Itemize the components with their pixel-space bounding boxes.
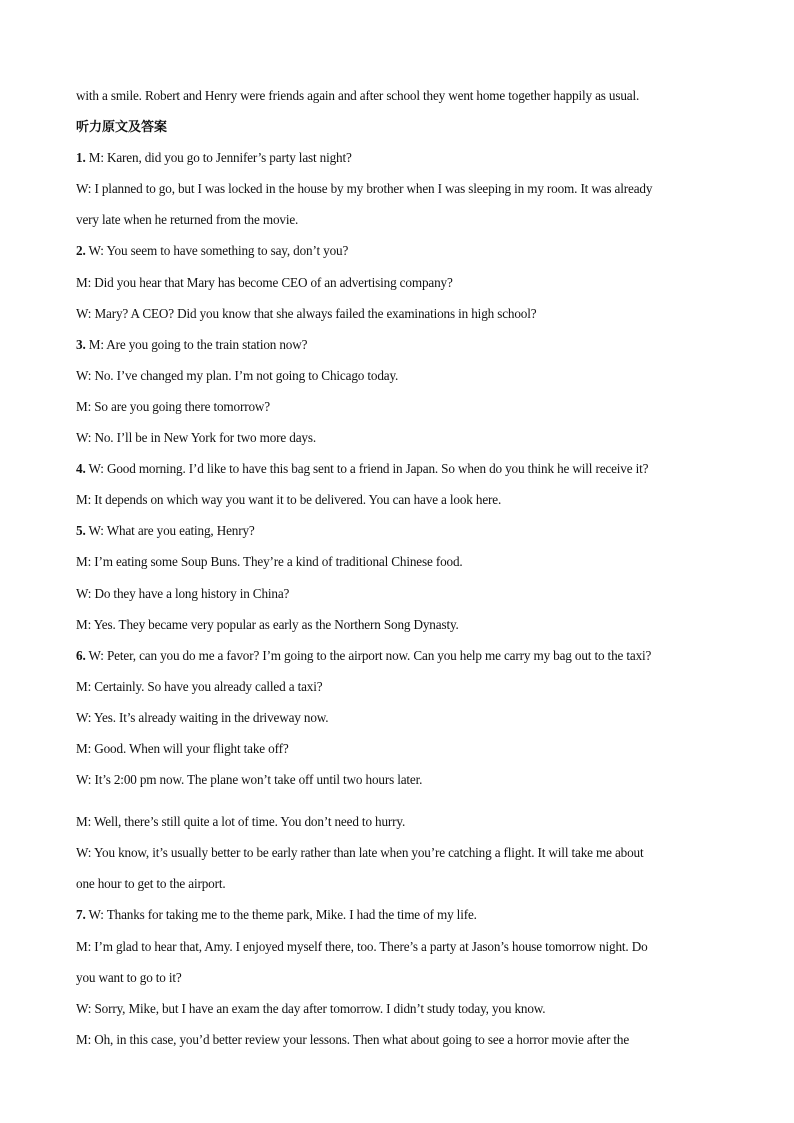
line-text: W: Thanks for taking me to the theme park, Mike. I had the time of my life.	[85, 907, 477, 923]
question-number: 7.	[76, 907, 86, 923]
text-line	[76, 80, 716, 111]
line-text: W: Good morning. I’d like to have this bag sent to a friend in Japan. So when do you think he will receive it?	[85, 461, 649, 477]
question-number: 5.	[76, 523, 86, 539]
question-number: 2.	[76, 243, 86, 259]
text-line	[76, 235, 716, 266]
text-line	[76, 204, 716, 235]
line-text: you want to go to it?	[76, 969, 182, 985]
line-text: M: Certainly. So have you already called a taxi?	[76, 678, 323, 694]
line-text: M: I’m glad to hear that, Amy. I enjoyed myself there, too. There’s a party at Jason’s house tomorrow night. Do	[76, 938, 648, 954]
line-text: W: Mary? A CEO? Did you know that she always failed the examinations in high school?	[76, 305, 537, 321]
text-line	[76, 962, 716, 993]
question-number: 3.	[76, 336, 86, 352]
text-line	[76, 899, 716, 930]
line-text: W: What are you eating, Henry?	[85, 523, 255, 539]
text-line	[76, 764, 716, 795]
question-number: 4.	[76, 461, 86, 477]
line-text: W: Peter, can you do me a favor? I’m going to the airport now. Can you help me carry my bag out to the taxi?	[85, 647, 652, 663]
line-text: W: Yes. It’s already waiting in the driveway now.	[76, 709, 329, 725]
text-line	[76, 329, 716, 360]
text-line	[76, 1024, 716, 1055]
line-text: M: I’m eating some Soup Buns. They’re a kind of traditional Chinese food.	[76, 554, 463, 570]
line-text: M: Good. When will your flight take off?	[76, 740, 289, 756]
line-text: M: Yes. They became very popular as early as the Northern Song Dynasty.	[76, 616, 459, 632]
text-line	[76, 484, 716, 515]
line-text: W: You know, it’s usually better to be early rather than late when you’re catching a flight. It will take me about	[76, 845, 644, 861]
text-line	[76, 173, 716, 204]
line-text: W: You seem to have something to say, don’t you?	[85, 243, 349, 259]
question-number: 1.	[76, 150, 86, 166]
line-text: very late when he returned from the movie.	[76, 212, 299, 228]
text-line	[76, 868, 716, 899]
question-number: 6.	[76, 647, 86, 663]
text-line	[76, 453, 716, 484]
line-text: M: Did you hear that Mary has become CEO of an advertising company?	[76, 274, 453, 290]
text-line	[76, 142, 716, 173]
text-line	[76, 546, 716, 577]
line-text: with a smile. Robert and Henry were friends again and after school they went home together happily as usual.	[76, 88, 640, 103]
section-heading	[76, 111, 716, 142]
text-line	[76, 640, 716, 671]
line-text: one hour to get to the airport.	[76, 876, 226, 892]
text-line	[76, 298, 716, 329]
text-line	[76, 806, 716, 837]
text-line	[76, 671, 716, 702]
line-text: M: So are you going there tomorrow?	[76, 398, 270, 414]
line-text: W: Sorry, Mike, but I have an exam the day after tomorrow. I didn’t study today, you know.	[76, 1000, 546, 1016]
heading-text: 听力原文及答案	[76, 120, 168, 136]
text-line	[76, 993, 716, 1024]
text-line	[76, 702, 716, 733]
document-page	[76, 80, 716, 1055]
text-line	[76, 733, 716, 764]
text-line	[76, 267, 716, 298]
text-line	[76, 609, 716, 640]
line-text: M: Karen, did you go to Jennifer’s party last night?	[85, 150, 352, 166]
line-text: W: Do they have a long history in China?	[76, 585, 290, 601]
line-text: M: It depends on which way you want it to be delivered. You can have a look here.	[76, 492, 502, 508]
text-line	[76, 515, 716, 546]
line-text: M: Well, there’s still quite a lot of time. You don’t need to hurry.	[76, 814, 406, 830]
line-text: W: No. I’ll be in New York for two more days.	[76, 430, 316, 446]
text-line	[76, 360, 716, 391]
text-line	[76, 391, 716, 422]
line-text: M: Oh, in this case, you’d better review your lessons. Then what about going to see a horror movie after the	[76, 1031, 630, 1047]
text-line	[76, 837, 716, 868]
text-line	[76, 931, 716, 962]
line-text: W: No. I’ve changed my plan. I’m not going to Chicago today.	[76, 367, 399, 383]
line-text: W: It’s 2:00 pm now. The plane won’t take off until two hours later.	[76, 772, 423, 788]
text-line	[76, 422, 716, 453]
line-text: M: Are you going to the train station now?	[85, 336, 308, 352]
text-line	[76, 578, 716, 609]
line-text: W: I planned to go, but I was locked in the house by my brother when I was sleeping in my room. It was already	[76, 181, 653, 197]
